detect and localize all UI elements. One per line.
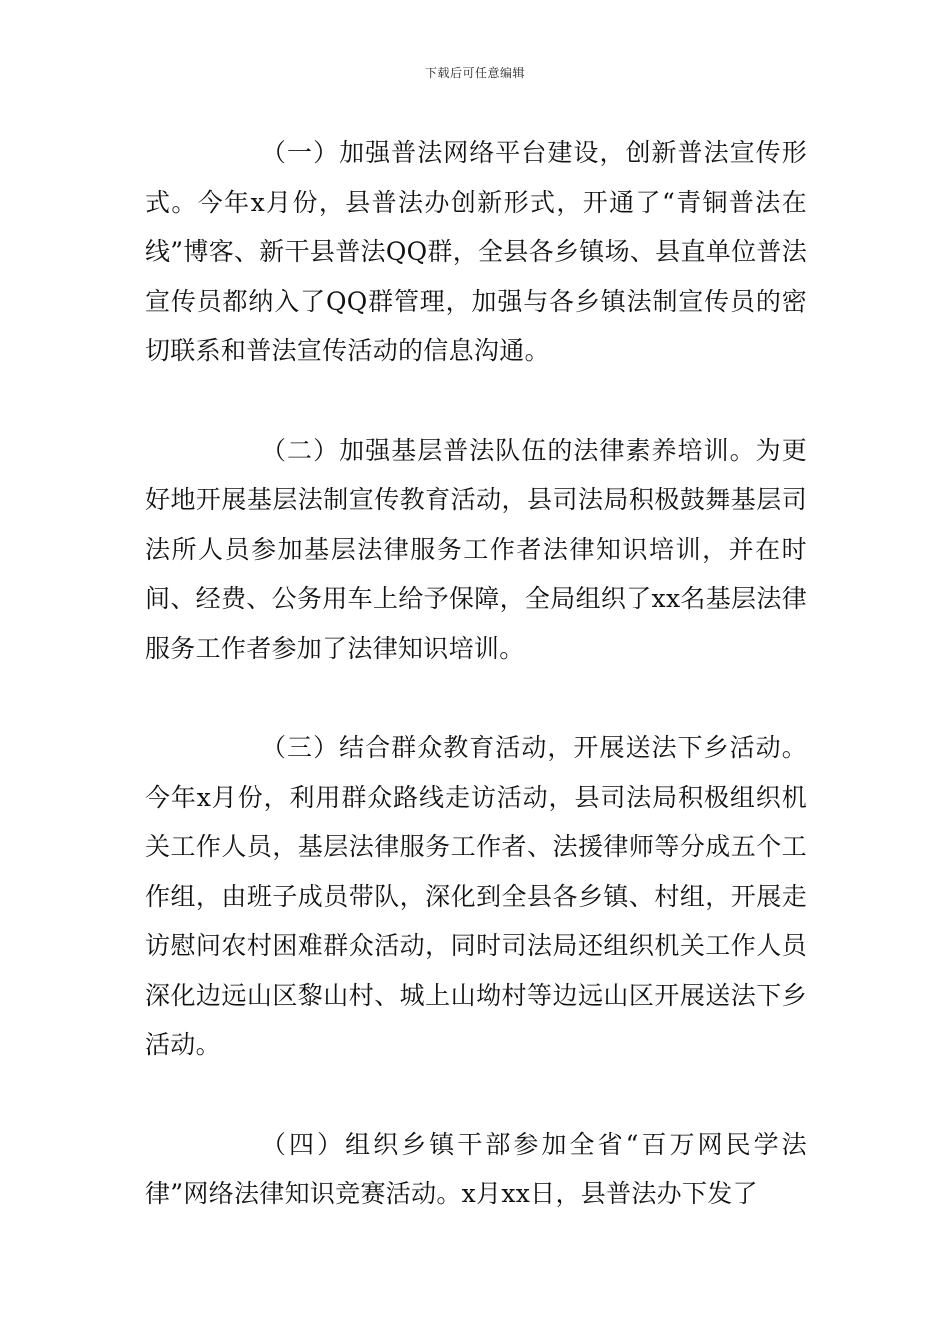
paragraph-4: （四）组织乡镇干部参加全省“百万网民学法律”网络法律知识竞赛活动。x月xx日，县普法办下发了 bbox=[145, 1129, 807, 1208]
paragraph-2: （二）加强基层普法队伍的法律素养培训。为更好地开展基层法制宣传教育活动，县司法局积极鼓舞基层司法所人员参加基层法律服务工作者法律知识培训，并在时间、经费、公务用车上给予保障，全局组织了xx名基层法律服务工作者参加了法律知识培训。 bbox=[145, 435, 807, 663]
paragraph-1: （一）加强普法网络平台建设，创新普法宣传形式。今年x月份，县普法办创新形式，开通了“青铜普法在线”博客、新干县普法QQ群，全县各乡镇场、县直单位普法宣传员都纳入了QQ群管理，加强与各乡镇法制宣传员的密切联系和普法宣传活动的信息沟通。 bbox=[145, 138, 807, 365]
document-body bbox=[145, 128, 807, 1219]
paragraph-3: （三）结合群众教育活动，开展送法下乡活动。今年x月份，利用群众路线走访活动，县司法局积极组织机关工作人员，基层法律服务工作者、法援律师等分成五个工作组，由班子成员带队，深化到全县各乡镇、村组，开展走访慰问农村困难群众活动，同时司法局还组织机关工作人员深化边远山区黎山村、城上山坳村等边远山区开展送法下乡活动。 bbox=[145, 733, 807, 1059]
page-header-note: 下载后可任意编辑 bbox=[424, 66, 525, 80]
